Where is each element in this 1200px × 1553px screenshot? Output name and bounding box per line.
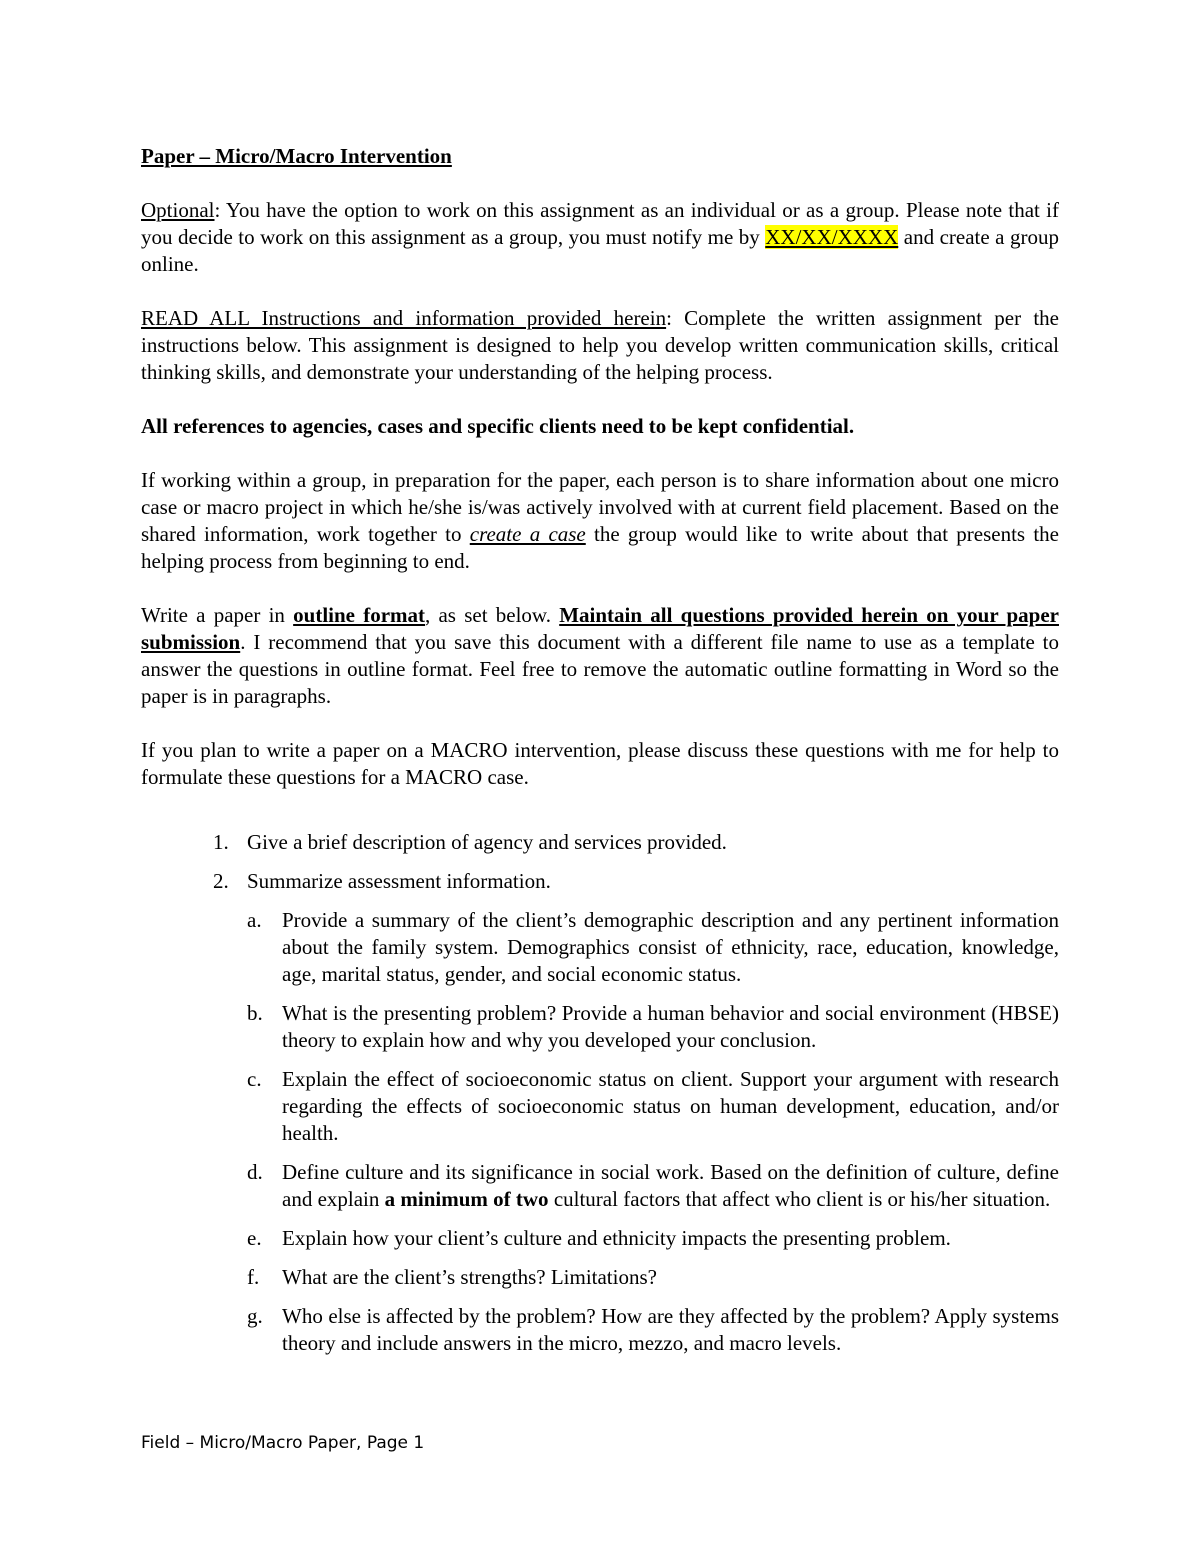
read-all-text: : Complete the written assignment per the instructions below. This assignment is designed to help you develop written communication skills, critical thinking skills, and demonstrate your understanding of the helping process. bbox=[141, 306, 1059, 384]
sub-list-item bbox=[247, 907, 1059, 988]
group-paragraph bbox=[141, 467, 1059, 575]
sub-item-letter: c. bbox=[247, 1067, 262, 1091]
sub-item-text-1: Define culture and its significance in social work. Based on the definition of culture, define and explain bbox=[282, 1160, 1059, 1211]
list-item bbox=[141, 829, 1059, 856]
sub-item-letter: g. bbox=[247, 1304, 263, 1328]
optional-text-2: and create a group online. bbox=[141, 225, 1059, 276]
page-footer: Field – Micro/Macro Paper, Page 1 bbox=[141, 1433, 425, 1453]
optional-paragraph bbox=[141, 197, 1059, 278]
list-item bbox=[141, 868, 1059, 1357]
list-item-number: 2. bbox=[213, 869, 229, 893]
sub-list-item bbox=[247, 1264, 1059, 1291]
outline-paragraph bbox=[141, 602, 1059, 710]
sub-list-item bbox=[247, 1159, 1059, 1213]
optional-label: Optional bbox=[141, 198, 215, 222]
macro-note-paragraph: If you plan to write a paper on a MACRO intervention, please discuss these questions with me for help to formulate these questions for a MACRO case. bbox=[141, 738, 1059, 789]
sub-item-text: What are the client’s strengths? Limitations? bbox=[282, 1265, 657, 1289]
sub-item-letter: b. bbox=[247, 1001, 263, 1025]
group-text-2: the group would like to write about that presents the helping process from beginning to end. bbox=[141, 522, 1059, 573]
group-text-1: If working within a group, in preparation for the paper, each person is to share information about one micro case or macro project in which he/she is/was actively involved with at current field placement. Based on the shared information, work together to bbox=[141, 468, 1059, 546]
read-all-label: READ ALL Instructions and information provided herein bbox=[141, 306, 667, 330]
deadline-date: XX/XX/XXXX bbox=[765, 225, 899, 249]
sub-question-list bbox=[247, 907, 1059, 1357]
list-item-text: Give a brief description of agency and services provided. bbox=[247, 830, 727, 854]
page-title: Paper – Micro/Macro Intervention bbox=[141, 144, 452, 168]
outline-text-2: , as set below. bbox=[425, 603, 560, 627]
read-all-paragraph bbox=[141, 305, 1059, 386]
sub-item-text: Explain how your client’s culture and ethnicity impacts the presenting problem. bbox=[282, 1226, 951, 1250]
sub-item-letter: e. bbox=[247, 1226, 262, 1250]
outline-text-1: Write a paper in bbox=[141, 603, 294, 627]
list-item-number: 1. bbox=[213, 830, 229, 854]
sub-list-item bbox=[247, 1303, 1059, 1357]
question-list bbox=[141, 829, 1059, 1357]
sub-list-item bbox=[247, 1000, 1059, 1054]
confidential-notice: All references to agencies, cases and specific clients need to be kept confidential. bbox=[141, 414, 855, 438]
sub-item-letter: a. bbox=[247, 908, 262, 932]
document-body bbox=[141, 143, 1059, 1369]
sub-list-item bbox=[247, 1066, 1059, 1147]
sub-item-text-2: cultural factors that affect who client is or his/her situation. bbox=[548, 1187, 1051, 1211]
list-item-text: Summarize assessment information. bbox=[247, 869, 551, 893]
sub-item-text: Who else is affected by the problem? How are they affected by the problem? Apply systems theory and include answers in the micro, mezzo, and macro levels. bbox=[282, 1304, 1059, 1355]
create-case-emphasis: create a case bbox=[469, 522, 586, 546]
sub-item-letter: d. bbox=[247, 1160, 263, 1184]
maintain-questions-emphasis: Maintain all questions provided herein on your paper submission bbox=[141, 603, 1059, 654]
outline-text-3: . I recommend that you save this document with a different file name to use as a template to answer the questions in outline format. Feel free to remove the automatic outline formatting in Word so the paper is in paragraphs. bbox=[141, 630, 1059, 708]
sub-item-text: What is the presenting problem? Provide a human behavior and social environment (HBSE) theory to explain how and why you developed your conclusion. bbox=[282, 1001, 1059, 1052]
sub-item-text: Explain the effect of socioeconomic status on client. Support your argument with research regarding the effects of socioeconomic status on human development, education, and/or health. bbox=[282, 1067, 1059, 1145]
minimum-two-emphasis: a minimum of two bbox=[384, 1187, 549, 1211]
sub-item-letter: f. bbox=[247, 1265, 260, 1289]
sub-list-item bbox=[247, 1225, 1059, 1252]
sub-item-text: Provide a summary of the client’s demographic description and any pertinent information about the family system. Demographics consist of ethnicity, race, education, knowledge, age, marital status, gender, and social economic status. bbox=[282, 908, 1059, 986]
outline-format-emphasis: outline format bbox=[293, 603, 426, 627]
optional-text-1: : You have the option to work on this assignment as an individual or as a group. Please note that if you decide to work on this assignment as a group, you must notify me by bbox=[141, 198, 1059, 249]
